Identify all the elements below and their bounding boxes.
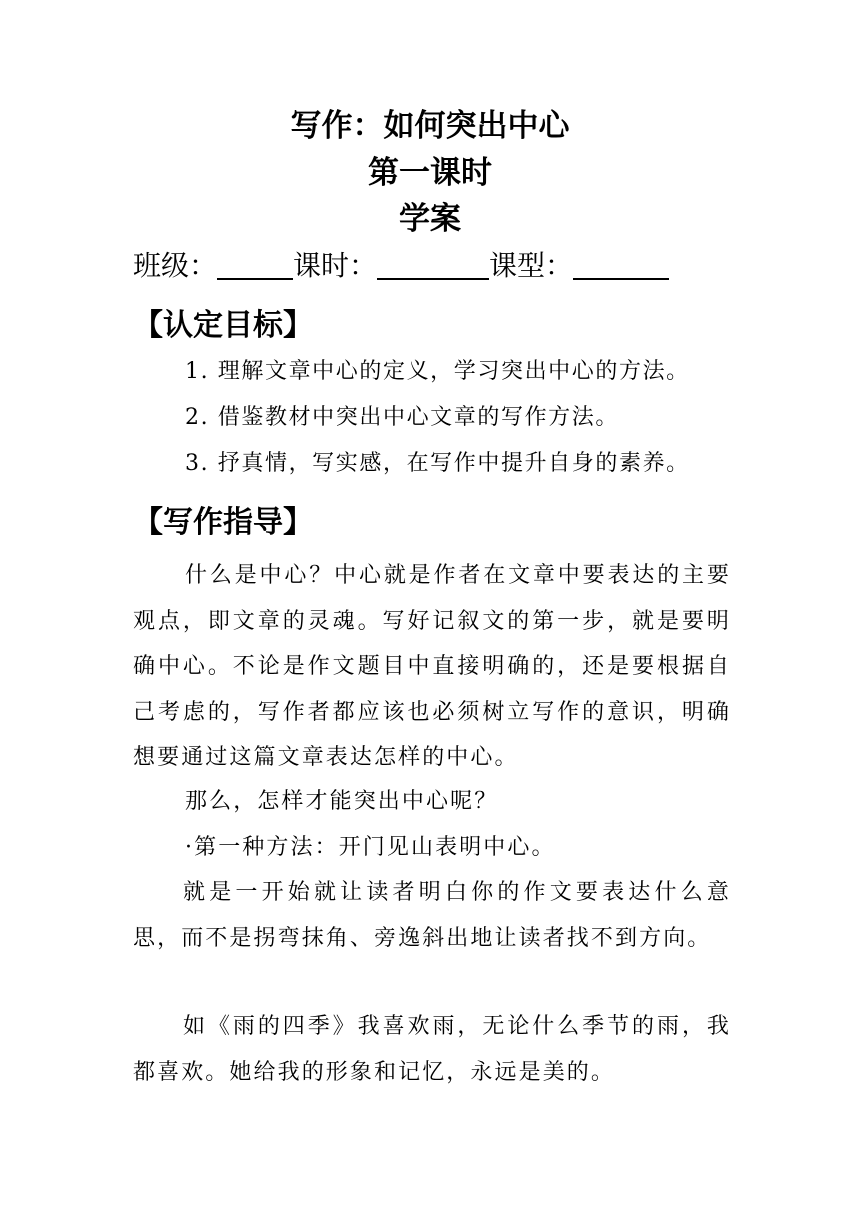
info-row bbox=[133, 246, 669, 286]
guide-question: 那么，怎样才能突出中心呢？ bbox=[185, 789, 499, 814]
example-paragraph: 如《雨的四季》我喜欢雨，无论什么季节的雨，我都喜欢。她给我的形象和记忆，永远是美的。 bbox=[133, 1014, 731, 1085]
period-label: 课时： bbox=[293, 249, 378, 282]
goal-item: 3. 抒真情，写实感，在写作中提升自身的素养。 bbox=[185, 451, 690, 476]
lesson-type-blank[interactable] bbox=[573, 246, 669, 280]
period-blank[interactable] bbox=[377, 246, 489, 280]
method-one-description: 就是一开始就让读者明白你的作文要表达什么意思，而不是拐弯抹角、旁逸斜出地让读者找不到方向。 bbox=[133, 880, 731, 951]
guide-heading: 【写作指导】 bbox=[133, 505, 313, 540]
guide-intro-paragraph: 什么是中心？中心就是作者在文章中要表达的主要观点，即文章的灵魂。写好记叙文的第一步，就是要明确中心。不论是作文题目中直接明确的，还是要根据自己考虑的，写作者都应该也必须树立写作的意识，明确想要通过这篇文章表达怎样的中心。 bbox=[133, 563, 731, 770]
goals-heading: 【认定目标】 bbox=[133, 308, 313, 343]
goal-item: 1. 理解文章中心的定义，学习突出中心的方法。 bbox=[185, 359, 690, 384]
goal-item: 2. 借鉴教材中突出中心文章的写作方法。 bbox=[185, 405, 619, 430]
document-type: 学案 bbox=[399, 201, 461, 237]
document-title: 写作：如何突出中心 bbox=[290, 108, 570, 144]
lesson-subtitle: 第一课时 bbox=[368, 155, 492, 191]
method-one-heading: ·第一种方法：开门见山表明中心。 bbox=[185, 835, 556, 860]
lesson-type-label: 课型： bbox=[489, 249, 574, 282]
class-blank[interactable] bbox=[217, 246, 293, 280]
class-label: 班级： bbox=[133, 249, 218, 282]
